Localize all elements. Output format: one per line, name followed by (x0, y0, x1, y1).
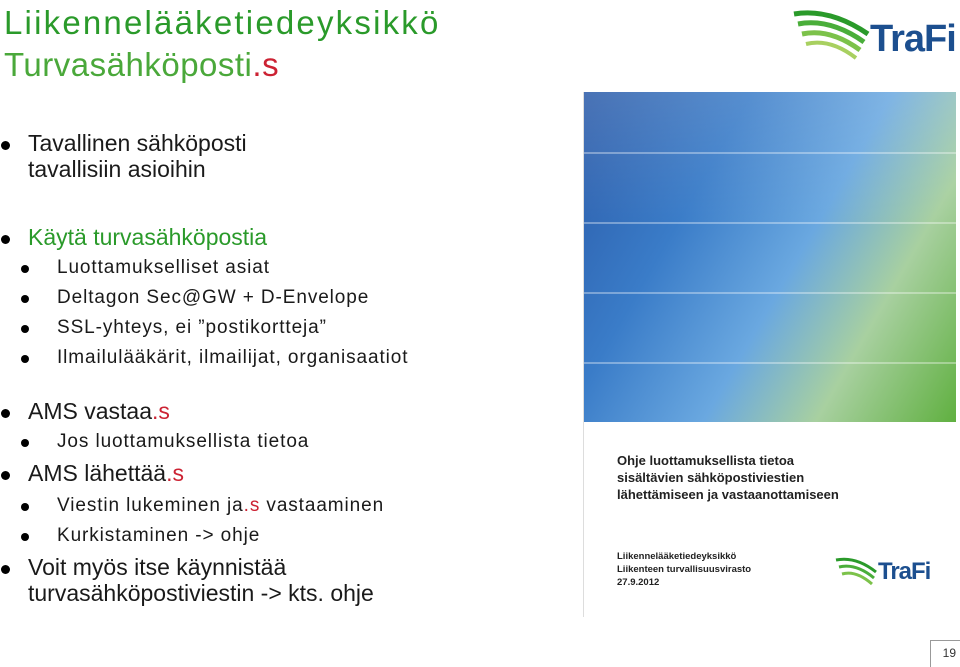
page-title-line2 (4, 46, 279, 84)
bullet-text (28, 554, 286, 580)
bullet-dot-icon (1, 471, 10, 480)
bullet-text (57, 430, 309, 454)
thumbnail-org: Liikennelääketiedeyksikkö Liikenteen turvallisuusvirasto 27.9.2012 (617, 551, 752, 588)
page-title-line1: Liikennelääketiedeyksikkö (4, 4, 441, 41)
bullet-text (57, 316, 327, 340)
bullet-main-text: Käytä turvasähköpostia (28, 224, 268, 250)
bullet-text (57, 286, 369, 310)
page-number: 19 (942, 646, 956, 660)
bullet-dot-icon (21, 503, 29, 511)
bullet-main-text: Luottamukselliset asiat (57, 257, 270, 278)
bullet-main-text: Voit myös itse käynnistää (28, 554, 287, 580)
bullet-text (28, 580, 374, 606)
thumbnail-trafi-logo (834, 552, 934, 596)
bullet-main-text: SSL-yhteys, ei ”postikortteja” (57, 317, 327, 338)
bullet-text (57, 494, 384, 518)
trafi-logo (790, 4, 958, 68)
bullet-text (28, 224, 267, 250)
bullet-main-text: Jos luottamuksellista tietoa (57, 431, 310, 452)
bullet-dot-icon (21, 533, 29, 541)
bullet-text (57, 256, 270, 280)
bullet-text (28, 156, 206, 182)
bullet-main-text: Tavallinen sähköposti (28, 130, 247, 156)
bullet-suffix: .s (166, 460, 184, 486)
bullet-text (57, 524, 260, 548)
guide-document-thumbnail (583, 92, 956, 617)
bullet-dot-icon (1, 141, 10, 150)
bullet-main-text: Viestin lukeminen ja (57, 495, 244, 516)
bullet-dot-icon (21, 295, 29, 303)
bullet-main-text: tavallisiin asioihin (28, 156, 206, 182)
bullet-main-text: Ilmailulääkärit, ilmailijat, organisaatiot (57, 347, 409, 368)
bullet-text (28, 460, 184, 486)
bullet-dot-icon (1, 409, 10, 418)
bullet-dot-icon (21, 325, 29, 333)
bullet-suffix: .s (243, 495, 261, 516)
thumbnail-title: Ohje luottamuksellista tietoa sisältävien sähköpostiviestien lähettämiseen ja vastaanottamiseen (617, 453, 839, 502)
thumbnail-logo-text: TraFi (878, 558, 931, 585)
trafi-swoosh-icon (790, 4, 870, 68)
title-suffix: .s (252, 46, 280, 83)
bullet-main-text: Deltagon Sec@GW + D-Envelope (57, 287, 370, 308)
trafi-swoosh-icon (834, 552, 878, 596)
bullet-main-text: AMS vastaa (28, 398, 152, 424)
bullet-text (28, 398, 170, 424)
title-main: Turvasähköposti (4, 46, 253, 83)
bullet-dot-icon (21, 439, 29, 447)
bullet-dot-icon (21, 355, 29, 363)
bullet-main-text: AMS lähettää (28, 460, 167, 486)
bullet-main-text: turvasähköpostiviestin -> kts. ohje (28, 580, 374, 606)
bullet-text (28, 130, 247, 156)
bullet-text (57, 346, 408, 370)
bullet-dot-icon (21, 265, 29, 273)
bullet-dot-icon (1, 565, 10, 574)
bullet-suffix: .s (152, 398, 170, 424)
cover-image (584, 92, 956, 422)
bullet-main-text: Kurkistaminen -> ohje (57, 525, 261, 546)
bullet-after-text: vastaaminen (260, 495, 385, 516)
logo-text: TraFi (870, 18, 956, 60)
bullet-dot-icon (1, 235, 10, 244)
